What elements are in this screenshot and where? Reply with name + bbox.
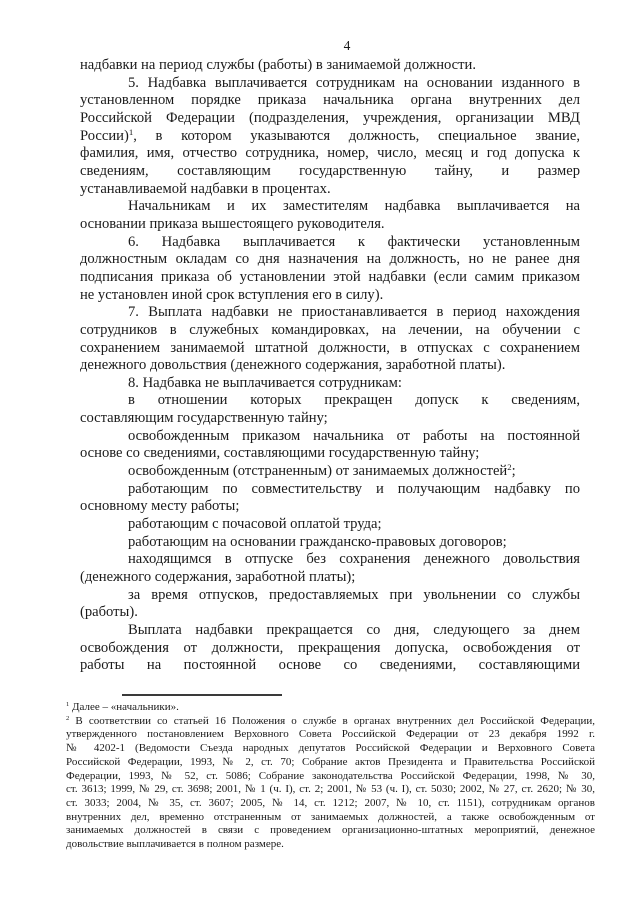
text-line: составляющим государственную тайну; (80, 410, 328, 427)
paragraph (80, 57, 580, 75)
paragraph (80, 481, 580, 516)
text-line: Выплата надбавки прекращается со дня, следующего за днем (128, 622, 580, 638)
paragraph (80, 428, 580, 463)
footnote-line: $^1$ Далее – «начальники». (66, 701, 179, 713)
text-line: основному месту работы; (80, 498, 240, 515)
text-line: освобождения от должности, прекращения допуска, освобождения от (80, 639, 580, 656)
paragraph (80, 551, 580, 586)
paragraph (80, 75, 580, 199)
footnote-line: утвержденного постановлением Верховного Совета Российской Федерации от 23 декабря 1992 г. (66, 728, 595, 741)
text-line: 8. Надбавка не выплачивается сотрудникам: (128, 374, 402, 391)
text-line: сохранением занимаемой штатной должности, в отпусках с сохранением (80, 339, 580, 356)
page-number: 4 (343, 38, 351, 53)
footnote-line: ст. 3613; 1999, № 29, ст. 3698; 2001, № 1 (ч. I), ст. 2; 2001, № 53 (ч. I), ст. 5030; 2002, № 27, ст. 2620; № 30, (66, 783, 595, 796)
text-line: установленном порядке приказа начальника органа внутренних дел (80, 92, 580, 109)
text-line: 6. Надбавка выплачивается к фактически установленным (128, 233, 580, 250)
text-line: за время отпусков, предоставляемых при увольнении со службы (128, 586, 580, 603)
text-line: работающим на основании гражданско-правовых договоров; (128, 533, 507, 550)
paragraph (80, 304, 580, 375)
paragraph (80, 587, 580, 622)
text-line: России)$^1$, в котором указываются должность, специальное звание, (80, 126, 580, 144)
paragraph (80, 392, 580, 427)
text-line: устанавливаемой надбавки в процентах. (80, 180, 331, 197)
text-line: подписания приказа об установлении этой надбавки (если самим приказом (80, 268, 580, 285)
footnote-ref: 1 (66, 701, 70, 709)
footnotes-section (66, 701, 595, 852)
text-line: фамилия, имя, отчество сотрудника, номер, число, месяц и год допуска к (80, 145, 580, 162)
text-line: находящимся в отпуске без сохранения денежного довольствия (128, 551, 580, 568)
footnote-line: № 4202-1 (Ведомости Съезда народных депутатов Российской Федерации и Верховного Совета (66, 742, 595, 755)
footnote-line: довольствие выплачивается в полном размере. (66, 838, 284, 851)
footnote-line: Федерации, 1993, № 52, ст. 5086; Собрание законодательства Российской Федерации, 1998, № 30, (66, 769, 595, 782)
text-line: Начальникам и их заместителям надбавка выплачивается на (128, 198, 580, 215)
text-line: (денежного содержания, заработной платы); (80, 569, 356, 586)
text-line: не установлен иной срок вступления его в силу). (80, 286, 384, 303)
text-line: работающим по совместительству и получающим надбавку по (128, 480, 580, 497)
footnote-item (66, 701, 595, 715)
document-body (80, 57, 580, 675)
paragraph (80, 375, 580, 393)
text-line: освобожденным (отстраненным) от занимаемых должностей$^2$; (128, 462, 516, 480)
text-line: (работы). (80, 604, 138, 621)
footnote-line: внутренних дел, временно отстраненным от занимаемых должностей, а также освобожденным от (66, 810, 595, 823)
footnote-line: $^2$ В соответствии со статьей 16 Положения о службе в органах внутренних дел Российской Федерации, (66, 714, 595, 727)
text-line: должностным окладам со дня назначения на должность, но не ранее дня (80, 251, 580, 268)
footnote-ref: 2 (66, 715, 70, 723)
footnote-line: ст. 3033; 2004, № 35, ст. 3607; 2005, № 14, ст. 1212; 2007, № 10, ст. 1151), сотрудникам органов (66, 796, 595, 809)
footnote-item (66, 715, 595, 852)
text-line: работающим с почасовой оплатой труда; (128, 516, 382, 533)
paragraph (80, 463, 580, 481)
text-line: работы на постоянной основе со сведениями, составляющими (80, 657, 580, 674)
text-line: денежного довольствия (денежного содержания, заработной платы). (80, 357, 506, 374)
paragraph (80, 622, 580, 675)
text-line: 7. Выплата надбавки не приостанавливается в период нахождения (128, 304, 580, 321)
paragraph (80, 234, 580, 305)
paragraph (80, 198, 580, 233)
text-line: в отношении которых прекращен допуск к сведениям, (128, 392, 580, 409)
text-line: 5. Надбавка выплачивается сотрудникам на основании изданного в (128, 74, 580, 91)
text-line: основании приказа вышестоящего руководителя. (80, 215, 385, 232)
text-line: Российской Федерации (подразделения, учреждения, организации МВД (80, 109, 580, 126)
paragraph (80, 516, 580, 534)
text-line: основе со сведениями, составляющими государственную тайну; (80, 445, 480, 462)
text-line: освобожденным приказом начальника от работы на постоянной (128, 427, 580, 444)
footnote-line: занимаемых должностей в связи с проведением организационно-штатных мероприятий, денежное (66, 824, 595, 837)
text-line: сведениям, составляющим государственную тайну, и размер (80, 162, 580, 179)
footnote-separator (122, 694, 282, 696)
text-line: надбавки на период службы (работы) в занимаемой должности. (80, 57, 476, 73)
footnote-line: Российской Федерации, 1993, № 2, ст. 70; Собрание актов Президента и Правительства Российской (66, 755, 595, 768)
paragraph (80, 534, 580, 552)
text-line: сотрудников в служебных командировках, на лечении, на обучении с (80, 321, 580, 338)
footnote-ref: 1 (128, 126, 134, 137)
footnote-ref: 2 (507, 462, 512, 473)
